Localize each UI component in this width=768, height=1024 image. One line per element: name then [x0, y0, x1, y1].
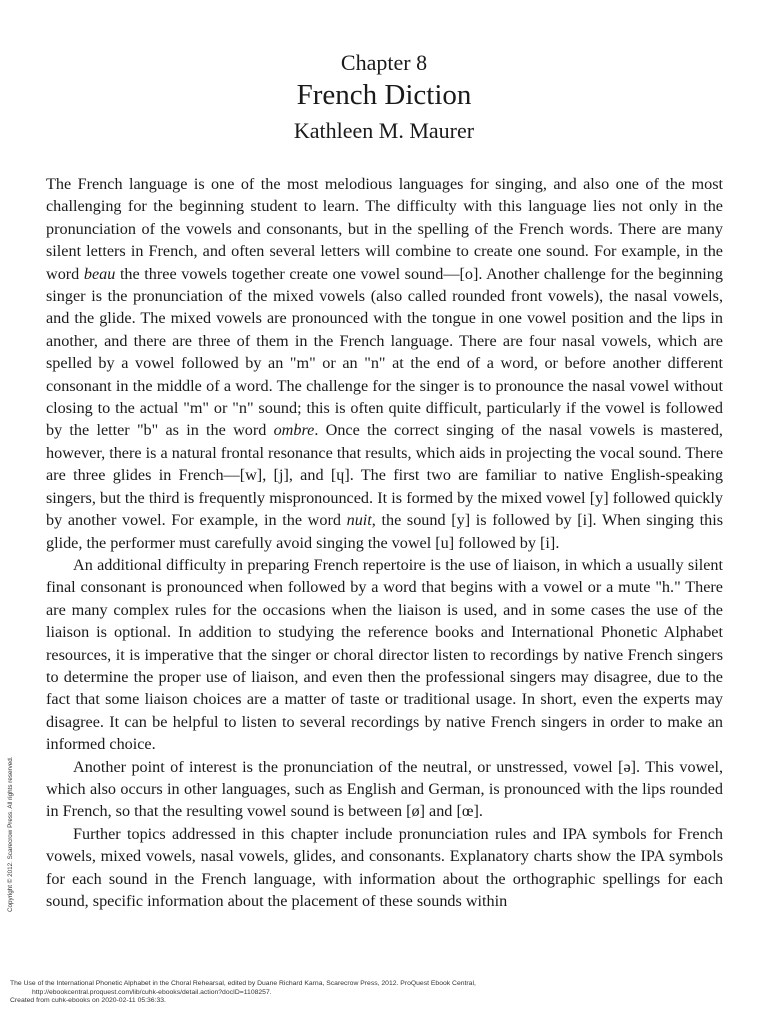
chapter-number: Chapter 8: [340, 50, 428, 75]
paragraph-3: Another point of interest is the pronunciation of the neutral, or unstressed, vowel [ə]. This vowel, which also occurs in other languages, such as English and German, is pronounced with the lips rounded in French, so that the resulting vowel sound is between [ø] and [œ].: [46, 757, 723, 821]
footer-url: http://ebookcentral.proquest.com/lib/cuhk-ebooks/detail.action?docID=1108257.: [32, 988, 272, 996]
italic-word: nuit: [346, 511, 372, 530]
chapter-author: Kathleen M. Maurer: [293, 118, 475, 143]
footer-citation: The Use of the International Phonetic Alphabet in the Choral Rehearsal, edited by Duane Richard Karna, Scarecrow Press, 2012. ProQuest Ebook Central,: [10, 980, 476, 987]
body-text: [46, 173, 723, 912]
page-footer: [10, 980, 750, 1006]
paragraph-1: The French language is one of the most melodious languages for singing, and also one of the most challenging for the beginning student to learn. The difficulty with this language lies not only in the pronunciation of the vowels and consonants, but in the spelling of the French words. There are many silent letters in French, and often several letters will combine to create one sound. For example, in the word beau the three vowels together create one vowel sound—[o]. Another challenge for the beginning singer is the pronunciation of the mixed vowels (also called rounded front vowels), the nasal vowels, and the glide. The mixed vowels are pronounced with the tongue in one vowel position and the lips in another, and there are three of them in the French language. There are four nasal vowels, which are spelled by a vowel followed by an "m" or an "n" at the end of a word, or before another different consonant in the middle of a word. The challenge for the singer is to pronounce the nasal vowel without closing to the actual "m" or "n" sound; this is often quite difficult, particularly if the vowel is followed by the letter "b" as in the word ombre. Once the correct singing of the nasal vowels is mastered, however, there is a natural frontal resonance that results, which aids in projecting the vocal sound. There are three glides in French—[w], [j], and [ɥ]. The first two are familiar to native English-speaking singers, but the third is frequently mispronounced. It is formed by the mixed vowel [y] followed quickly by another vowel. For example, in the word nuit, the sound [y] is followed by [i]. When singing this glide, the performer must carefully avoid singing the vowel [u] followed by [i].: [46, 175, 723, 552]
footer-created: Created from cuhk-ebooks on 2020-02-11 05:36:33.: [10, 997, 166, 1005]
italic-word: ombre: [273, 421, 315, 440]
paragraph-2: An additional difficulty in preparing French repertoire is the use of liaison, in which a usually silent final consonant is pronounced when followed by a word that begins with a vowel or a mute "h." There are many complex rules for the occasions when the liaison is used, and in some cases the use of the liaison is optional. In addition to studying the reference books and International Phonetic Alphabet resources, it is imperative that the singer or choral director listen to recordings by native French singers to determine the proper use of liaison, and even then the professional singers may disagree, due to the fact that some liaison choices are a matter of taste or traditional usage. In short, even the experts may disagree. It can be helpful to listen to several recordings by native French singers in order to make an informed choice.: [46, 555, 723, 754]
side-copyright-notice: Copyright © 2012. Scarecrow Press. All rights reserved.: [7, 756, 14, 912]
chapter-title: French Diction: [296, 79, 472, 111]
paragraph-4: Further topics addressed in this chapter include pronunciation rules and IPA symbols for French vowels, mixed vowels, nasal vowels, glides, and consonants. Explanatory charts show the IPA symbols for each sound in the French language, with information about the orthographic spellings for each sound, specific information about the placement of these sounds within: [46, 824, 723, 910]
italic-word: beau: [83, 264, 116, 283]
